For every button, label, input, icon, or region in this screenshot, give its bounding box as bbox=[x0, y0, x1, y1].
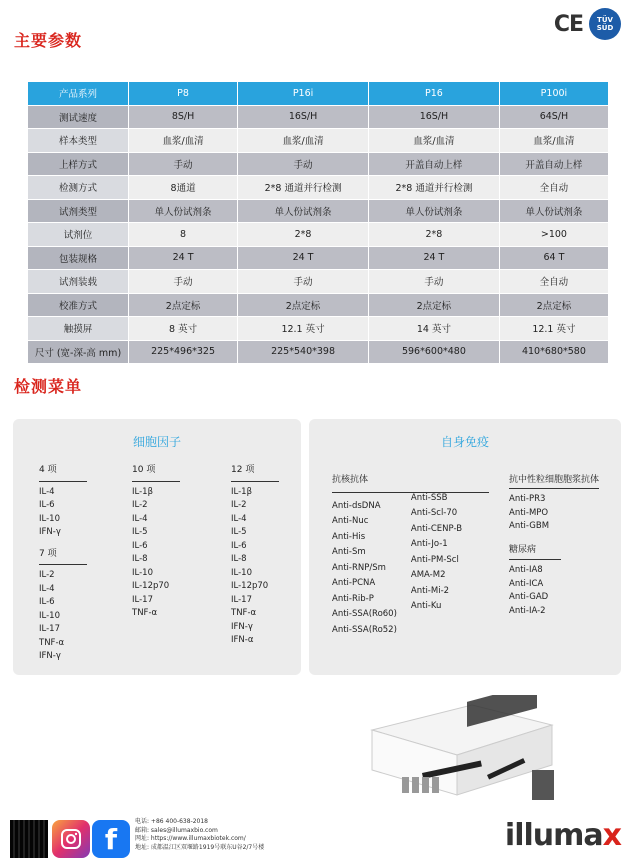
table-cell: 2点定标 bbox=[499, 293, 608, 317]
list-item: AMA-M2 bbox=[410, 570, 446, 580]
table-cell: 全自动 bbox=[499, 176, 608, 200]
list-item: IL-5 bbox=[132, 527, 148, 537]
contact-email[interactable]: 邮箱: sales@illumaxbio.com bbox=[135, 826, 218, 834]
list-item: IL-6 bbox=[39, 500, 55, 510]
autoimmune-panel bbox=[309, 419, 621, 675]
group-heading: 4 项 bbox=[39, 464, 87, 482]
table-cell: 8通道 bbox=[129, 176, 238, 200]
table-cell: 单人份试剂条 bbox=[499, 199, 608, 223]
table-cell: 8 英寸 bbox=[129, 317, 238, 341]
list-item: IFN-γ bbox=[231, 621, 253, 632]
list-item: IL-1β bbox=[231, 486, 252, 497]
menu-title: 检测菜单 bbox=[14, 377, 83, 396]
group-heading: 7 项 bbox=[39, 548, 87, 566]
tuv-sud-mark-icon: TÜV SÜD bbox=[589, 8, 621, 40]
group-heading: 糖尿病 bbox=[509, 544, 561, 561]
anca-group bbox=[509, 474, 599, 618]
table-header-cell: P16i bbox=[238, 82, 369, 106]
row-label: 试剂位 bbox=[28, 223, 129, 247]
contact-info bbox=[135, 818, 264, 852]
table-row bbox=[28, 293, 609, 317]
table-cell: 2点定标 bbox=[368, 293, 499, 317]
certification-marks bbox=[554, 8, 621, 40]
table-cell: 24 T bbox=[238, 246, 369, 270]
table-cell: 手动 bbox=[129, 152, 238, 176]
list-item: Anti-dsDNA bbox=[332, 500, 381, 511]
table-row bbox=[28, 129, 609, 153]
contact-website[interactable]: 网址: https://www.illumaxbiotek.com/ bbox=[135, 835, 246, 842]
table-cell: 2点定标 bbox=[129, 293, 238, 317]
table-header-label: 产品系列 bbox=[28, 82, 129, 106]
page-title: 主要参数 bbox=[14, 31, 83, 50]
list-item: IL-1β bbox=[132, 486, 153, 497]
list-item: IFN-α bbox=[231, 635, 254, 645]
table-cell: 24 T bbox=[129, 246, 238, 270]
list-item: IL-4 bbox=[39, 486, 55, 497]
table-cell: 225*496*325 bbox=[129, 340, 238, 364]
table-cell: 2*8 通道并行检测 bbox=[238, 176, 369, 200]
list-item: IL-10 bbox=[132, 567, 153, 578]
list-item: Anti-RNP/Sm bbox=[332, 562, 386, 573]
list-item: IL-6 bbox=[39, 597, 55, 607]
list-item: IL-17 bbox=[132, 594, 153, 605]
list-item: IL-10 bbox=[39, 513, 60, 524]
list-item: Anti-His bbox=[332, 531, 366, 542]
group-heading: 抗中性粒细胞胞浆抗体 bbox=[509, 474, 599, 489]
list-item: IL-8 bbox=[231, 554, 247, 564]
table-cell: 8 bbox=[129, 223, 238, 247]
group-heading: 10 项 bbox=[132, 464, 180, 482]
cytokine-group-12 bbox=[231, 464, 279, 648]
group-heading: 12 项 bbox=[231, 464, 279, 482]
cytokine-title: 细胞因子 bbox=[132, 435, 181, 449]
footer bbox=[0, 812, 633, 865]
table-row bbox=[28, 152, 609, 176]
table-cell: 血浆/血清 bbox=[129, 129, 238, 153]
table-cell: 全自动 bbox=[499, 270, 608, 294]
group-heading: 抗核抗体 bbox=[332, 474, 489, 493]
list-item: IFN-γ bbox=[39, 527, 61, 537]
spec-table bbox=[27, 81, 609, 364]
list-item: IL-12p70 bbox=[231, 581, 269, 591]
table-cell: 410*680*580 bbox=[499, 340, 608, 364]
table-cell: 单人份试剂条 bbox=[238, 199, 369, 223]
list-item: IL-4 bbox=[231, 513, 247, 524]
list-item: Anti-ICA bbox=[509, 578, 544, 589]
list-item: Anti-GAD bbox=[509, 592, 549, 602]
contact-phone: 电话: +86 400-638-2018 bbox=[135, 818, 209, 825]
table-cell: 2*8 bbox=[238, 223, 369, 247]
row-label: 尺寸 (宽-深-高 mm) bbox=[28, 340, 129, 364]
list-item: Anti-Sm bbox=[332, 547, 366, 557]
list-item: IFN-γ bbox=[39, 651, 61, 661]
table-row bbox=[28, 199, 609, 223]
row-label: 触摸屏 bbox=[28, 317, 129, 341]
list-item: Anti-Ku bbox=[410, 601, 442, 611]
list-item: IL-4 bbox=[132, 513, 148, 524]
table-row bbox=[28, 270, 609, 294]
table-row bbox=[28, 246, 609, 270]
row-label: 试剂装载 bbox=[28, 270, 129, 294]
list-item: IL-2 bbox=[231, 500, 247, 510]
row-label: 测试速度 bbox=[28, 105, 129, 129]
list-item: IL-5 bbox=[231, 527, 247, 537]
table-cell: 手动 bbox=[368, 270, 499, 294]
list-item: TNF-α bbox=[132, 608, 158, 618]
row-label: 检测方式 bbox=[28, 176, 129, 200]
list-item: Anti-SSA(Ro60) bbox=[332, 609, 397, 619]
table-cell: 14 英寸 bbox=[368, 317, 499, 341]
table-cell: 12.1 英寸 bbox=[499, 317, 608, 341]
autoimmune-title: 自身免疫 bbox=[440, 435, 489, 449]
instagram-icon[interactable] bbox=[52, 820, 90, 858]
table-header-cell: P16 bbox=[368, 82, 499, 106]
list-item: TNF-α bbox=[231, 608, 257, 618]
list-item: IL-6 bbox=[132, 540, 148, 551]
list-item: Anti-Jo-1 bbox=[410, 539, 448, 549]
list-item: IL-2 bbox=[39, 570, 55, 580]
list-item: IL-12p70 bbox=[132, 581, 170, 591]
table-cell: 2*8 bbox=[368, 223, 499, 247]
table-header-cell: P100i bbox=[499, 82, 608, 106]
table-cell: 血浆/血清 bbox=[238, 129, 369, 153]
list-item: Anti-Scl-70 bbox=[410, 508, 458, 518]
list-item: Anti-Rib-P bbox=[332, 593, 374, 604]
list-item: IL-6 bbox=[231, 540, 247, 551]
brand-logo: illumax bbox=[504, 818, 621, 853]
qr-code-icon bbox=[10, 820, 48, 858]
row-label: 试剂类型 bbox=[28, 199, 129, 223]
list-item: TNF-α bbox=[39, 637, 65, 648]
row-label: 上样方式 bbox=[28, 152, 129, 176]
table-row bbox=[28, 340, 609, 364]
list-item: IL-8 bbox=[132, 554, 148, 564]
list-item: Anti-PM-Scl bbox=[410, 554, 459, 565]
table-cell: 225*540*398 bbox=[238, 340, 369, 364]
table-row bbox=[28, 176, 609, 200]
row-label: 包装规格 bbox=[28, 246, 129, 270]
list-item: Anti-IA-2 bbox=[509, 605, 546, 616]
table-cell: 64 T bbox=[499, 246, 608, 270]
table-cell: 血浆/血清 bbox=[499, 129, 608, 153]
table-header-cell: P8 bbox=[129, 82, 238, 106]
table-cell: 16S/H bbox=[368, 105, 499, 129]
list-item: Anti-MPO bbox=[509, 507, 549, 518]
cytokine-group-4 bbox=[39, 464, 87, 664]
table-cell: 血浆/血清 bbox=[368, 129, 499, 153]
list-item: Anti-SSA(Ro52) bbox=[332, 624, 397, 635]
table-cell: 24 T bbox=[368, 246, 499, 270]
table-cell: 12.1 英寸 bbox=[238, 317, 369, 341]
table-row bbox=[28, 105, 609, 129]
table-cell: 手动 bbox=[238, 270, 369, 294]
table-cell: 单人份试剂条 bbox=[129, 199, 238, 223]
list-item: Anti-PR3 bbox=[509, 494, 546, 504]
table-cell: 2*8 通道并行检测 bbox=[368, 176, 499, 200]
table-cell: 2点定标 bbox=[238, 293, 369, 317]
table-cell: 596*600*480 bbox=[368, 340, 499, 364]
list-item: IL-17 bbox=[231, 594, 252, 605]
ana-group bbox=[332, 474, 489, 638]
list-item: IL-10 bbox=[39, 610, 60, 621]
ce-mark-icon: CE bbox=[553, 11, 583, 37]
table-row bbox=[28, 223, 609, 247]
list-item: Anti-CENP-B bbox=[410, 523, 463, 534]
table-cell: 16S/H bbox=[238, 105, 369, 129]
list-item: Anti-IA8 bbox=[509, 565, 543, 575]
table-row bbox=[28, 317, 609, 341]
cytokine-group-10 bbox=[132, 464, 180, 621]
table-cell: 开盖自动上样 bbox=[368, 152, 499, 176]
list-item: IL-10 bbox=[231, 567, 252, 578]
list-item: Anti-PCNA bbox=[332, 578, 376, 588]
table-cell: 8S/H bbox=[129, 105, 238, 129]
list-item: Anti-GBM bbox=[509, 521, 550, 531]
table-cell: 手动 bbox=[238, 152, 369, 176]
table-cell: >100 bbox=[499, 223, 608, 247]
list-item: Anti-SSB bbox=[410, 492, 448, 503]
row-label: 样本类型 bbox=[28, 129, 129, 153]
list-item: Anti-Mi-2 bbox=[410, 585, 450, 596]
table-cell: 单人份试剂条 bbox=[368, 199, 499, 223]
list-item: IL-17 bbox=[39, 624, 60, 634]
facebook-icon[interactable]: f bbox=[92, 820, 130, 858]
cytokine-panel bbox=[13, 419, 301, 675]
list-item: Anti-Nuc bbox=[332, 516, 369, 526]
row-label: 校准方式 bbox=[28, 293, 129, 317]
product-image bbox=[362, 695, 558, 810]
table-cell: 手动 bbox=[129, 270, 238, 294]
list-item: IL-4 bbox=[39, 583, 55, 594]
table-cell: 64S/H bbox=[499, 105, 608, 129]
contact-address: 地址: 成都温江区双堰路1919号联东U谷2/7号楼 bbox=[135, 843, 265, 851]
list-item: IL-2 bbox=[132, 500, 148, 510]
table-cell: 开盖自动上样 bbox=[499, 152, 608, 176]
